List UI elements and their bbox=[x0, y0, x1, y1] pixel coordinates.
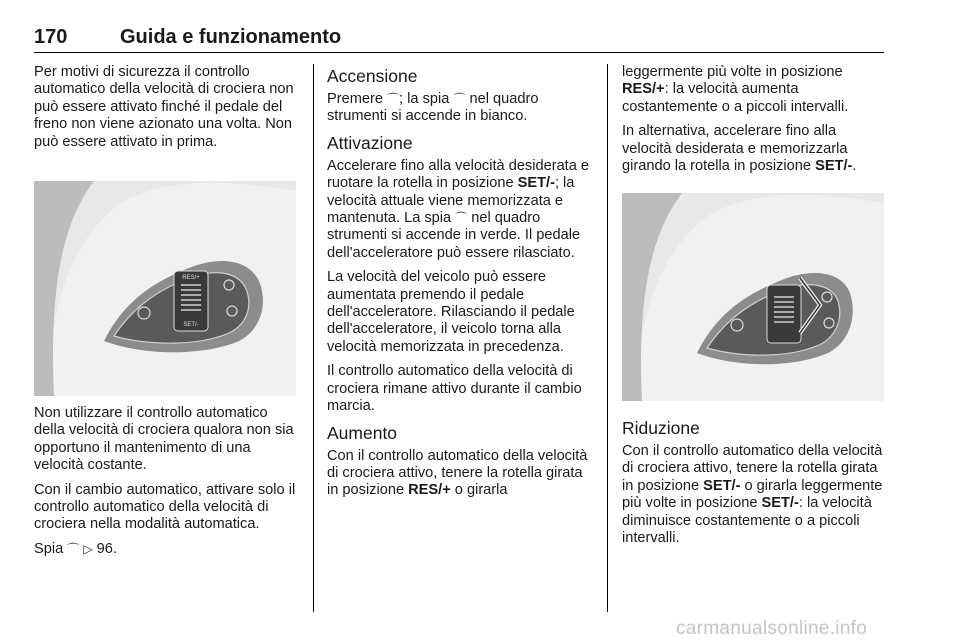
column-1-top bbox=[34, 64, 298, 158]
steering-wheel-figure bbox=[34, 181, 296, 396]
header-rule bbox=[34, 52, 884, 53]
section-heading: Attivazione bbox=[327, 132, 413, 153]
paragraph: Con il cambio automatico, attivare solo il controllo automatico della velocità di crociera nella modalità automatica. bbox=[34, 481, 296, 533]
paragraph: Premere ⌒; la spia ⌒ nel quadro strumenti si accende in bianco. bbox=[327, 91, 539, 125]
paragraph: Per motivi di sicurezza il controllo automatico della velocità di crociera non può essere attivato finché il pedale del freno non viene azionato una volta. Non può essere attivato in prima. bbox=[34, 64, 294, 150]
cruise-control-icon: ⌒ bbox=[387, 92, 400, 106]
paragraph: Con il controllo automatico della velocità di crociera attivo, tenere la rotella girata in posizione SET/- o girarla leggermente più volte in posizione SET/-: la velocità diminuisce costantemente o a piccoli intervalli. bbox=[622, 443, 883, 547]
paragraph: Il controllo automatico della velocità di crociera rimane attivo durante il cambio marcia. bbox=[327, 363, 582, 415]
paragraph: leggermente più volte in posizione RES/+: la velocità aumenta costantemente o a piccoli intervalli. bbox=[622, 64, 849, 115]
section-heading: Riduzione bbox=[622, 418, 700, 438]
column-1-bottom bbox=[34, 405, 298, 565]
page-reference-icon: ▷ bbox=[83, 541, 93, 556]
column-3-bottom bbox=[622, 418, 886, 554]
steering-wheel-figure bbox=[622, 193, 884, 401]
cruise-control-icon: ⌒ bbox=[453, 92, 466, 106]
watermark: carmanualsonline.info bbox=[676, 618, 868, 639]
paragraph: Non utilizzare il controllo automatico della velocità di crociera qualora non sia opportuno il mantenimento di una velocità costante. bbox=[34, 405, 294, 474]
fig1-label-bottom: SET/- bbox=[183, 322, 199, 328]
cruise-control-icon: ⌒ bbox=[67, 541, 80, 556]
paragraph: Spia ⌒ ▷ 96. bbox=[34, 540, 117, 557]
section-heading: Aumento bbox=[327, 422, 398, 443]
page-header bbox=[34, 26, 884, 52]
column-divider bbox=[607, 64, 608, 612]
paragraph: La velocità del veicolo può essere aumentata premendo il pedale dell'acceleratore. Rilasciando il pedale dell'acceleratore, il veicolo torna alla velocità memorizzata in precedenza. bbox=[327, 269, 575, 355]
page-number: 170 bbox=[34, 26, 68, 48]
column-3-top bbox=[622, 64, 886, 182]
cruise-control-icon: ⌒ bbox=[455, 211, 468, 226]
column-2 bbox=[327, 66, 591, 507]
column-divider bbox=[313, 64, 314, 612]
paragraph: Accelerare fino alla velocità desiderata e ruotare la rotella in posizione SET/-; la velocità attuale viene memorizzata e mantenuta. La spia ⌒ nel quadro strumenti si accende in verde. Il pedale dell'acceleratore può essere rilasciato. bbox=[327, 157, 590, 261]
paragraph: Con il controllo automatico della velocità di crociera attivo, tenere la rotella girata in posizione RES/+ o girarla bbox=[327, 447, 588, 499]
fig1-label-top: RES/+ bbox=[182, 275, 200, 281]
chapter-title: Guida e funzionamento bbox=[120, 26, 342, 48]
paragraph: In alternativa, accelerare fino alla velocità desiderata e memorizzarla girando la rotella in posizione SET/-. bbox=[622, 123, 857, 175]
section-heading: Accensione bbox=[327, 66, 418, 86]
